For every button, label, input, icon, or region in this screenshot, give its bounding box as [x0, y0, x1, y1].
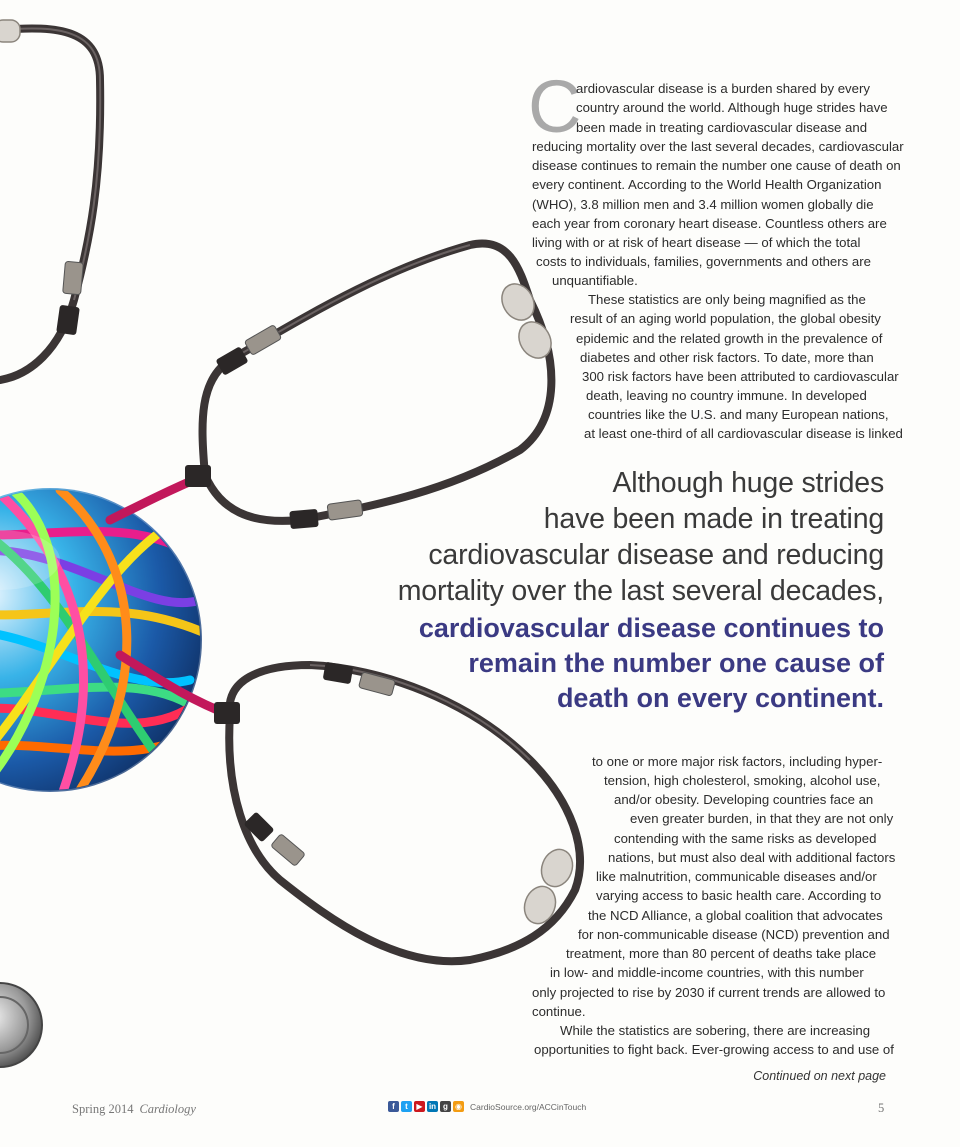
body-text-line: in low- and middle-income countries, with this number [550, 965, 864, 980]
body-text-line: These statistics are only being magnified as the [588, 292, 866, 307]
body-text-line: 300 risk factors have been attributed to cardiovascular [582, 369, 899, 384]
body-text-line: even greater burden, in that they are not only [630, 811, 894, 826]
pull-quote-emphasis-line: cardiovascular disease continues to [418, 613, 884, 643]
body-text-line: treatment, more than 80 percent of deaths take place [566, 946, 877, 961]
youtube-icon[interactable]: ▶ [414, 1101, 425, 1112]
body-text-line: only projected to rise by 2030 if current trends are allowed to [532, 985, 886, 1000]
body-text-line: contending with the same risks as developed [614, 831, 877, 846]
body-text-line: unquantifiable. [552, 273, 638, 288]
body-text-line: country around the world. Although huge strides have [576, 100, 888, 115]
body-text-line: costs to individuals, families, governments and others are [536, 254, 871, 269]
body-text-line: epidemic and the related growth in the prevalence of [576, 331, 883, 346]
body-text-line: for non-communicable disease (NCD) prevention and [578, 927, 890, 942]
twitter-icon[interactable]: t [401, 1101, 412, 1112]
body-text-line: (WHO), 3.8 million men and 3.4 million women globally die [532, 197, 874, 212]
pull-quote-emphasis-line: remain the number one cause of [468, 648, 884, 678]
body-text-line: death, leaving no country immune. In developed [586, 388, 867, 403]
body-text-line: been made in treating cardiovascular disease and [576, 120, 868, 135]
linkedin-icon[interactable]: in [428, 1102, 437, 1111]
body-text-line: to one or more major risk factors, including hyper- [592, 754, 883, 769]
pull-quote-line: Although huge strides [612, 467, 884, 499]
body-text-line: opportunities to fight back. Ever-growing access to and use of [534, 1042, 894, 1057]
pull-quote-emphasis-line: death on every continent. [556, 683, 884, 713]
google-plus-icon[interactable]: g [440, 1101, 451, 1112]
facebook-icon[interactable]: f [388, 1101, 399, 1112]
body-text-line: every continent. According to the World Health Organization [532, 177, 882, 192]
body-text-line: living with or at risk of heart disease — of which the total [532, 235, 861, 250]
pull-quote-line: cardiovascular disease and reducing [428, 539, 884, 571]
footer-url[interactable]: CardioSource.org/ACCinTouch [470, 1101, 587, 1112]
body-text-line: result of an aging world population, the global obesity [570, 311, 881, 326]
continued-note: Continued on next page [753, 1069, 886, 1083]
body-text-line: countries like the U.S. and many European nations, [588, 407, 889, 422]
rss-icon[interactable]: ◉ [453, 1101, 464, 1112]
page-number: 5 [878, 1101, 885, 1115]
body-text-line: reducing mortality over the last several decades, cardiovascular [532, 139, 904, 154]
body-text-line: at least one-third of all cardiovascular disease is linked [584, 426, 903, 441]
body-text-line: diabetes and other risk factors. To date, more than [580, 350, 874, 365]
body-text-line: continue. [532, 1004, 586, 1019]
footer-season: Spring 2014 [72, 1102, 134, 1116]
body-text-line: and/or obesity. Developing countries face an [614, 792, 874, 807]
footer-magazine: Cardiology [139, 1102, 196, 1116]
body-text-line: each year from coronary heart disease. Countless others are [532, 216, 887, 231]
pull-quote-line: mortality over the last several decades, [397, 575, 884, 607]
body-text-line: ardiovascular disease is a burden shared by every [576, 81, 870, 96]
drop-cap: C [528, 65, 582, 148]
body-text-line: nations, but must also deal with additional factors [608, 850, 896, 865]
body-text-line: While the statistics are sobering, there are increasing [560, 1023, 871, 1038]
footer-issue [72, 1102, 196, 1117]
body-text-line: the NCD Alliance, a global coalition that advocates [588, 908, 883, 923]
footer-social [388, 1101, 586, 1112]
body-text-line: varying access to basic health care. According to [596, 888, 882, 903]
pull-quote-line: have been made in treating [543, 503, 884, 535]
body-text-line: tension, high cholesterol, smoking, alcohol use, [604, 773, 881, 788]
body-text-line: like malnutrition, communicable diseases and/or [596, 869, 877, 884]
body-text-line: disease continues to remain the number one cause of death on [532, 158, 901, 173]
